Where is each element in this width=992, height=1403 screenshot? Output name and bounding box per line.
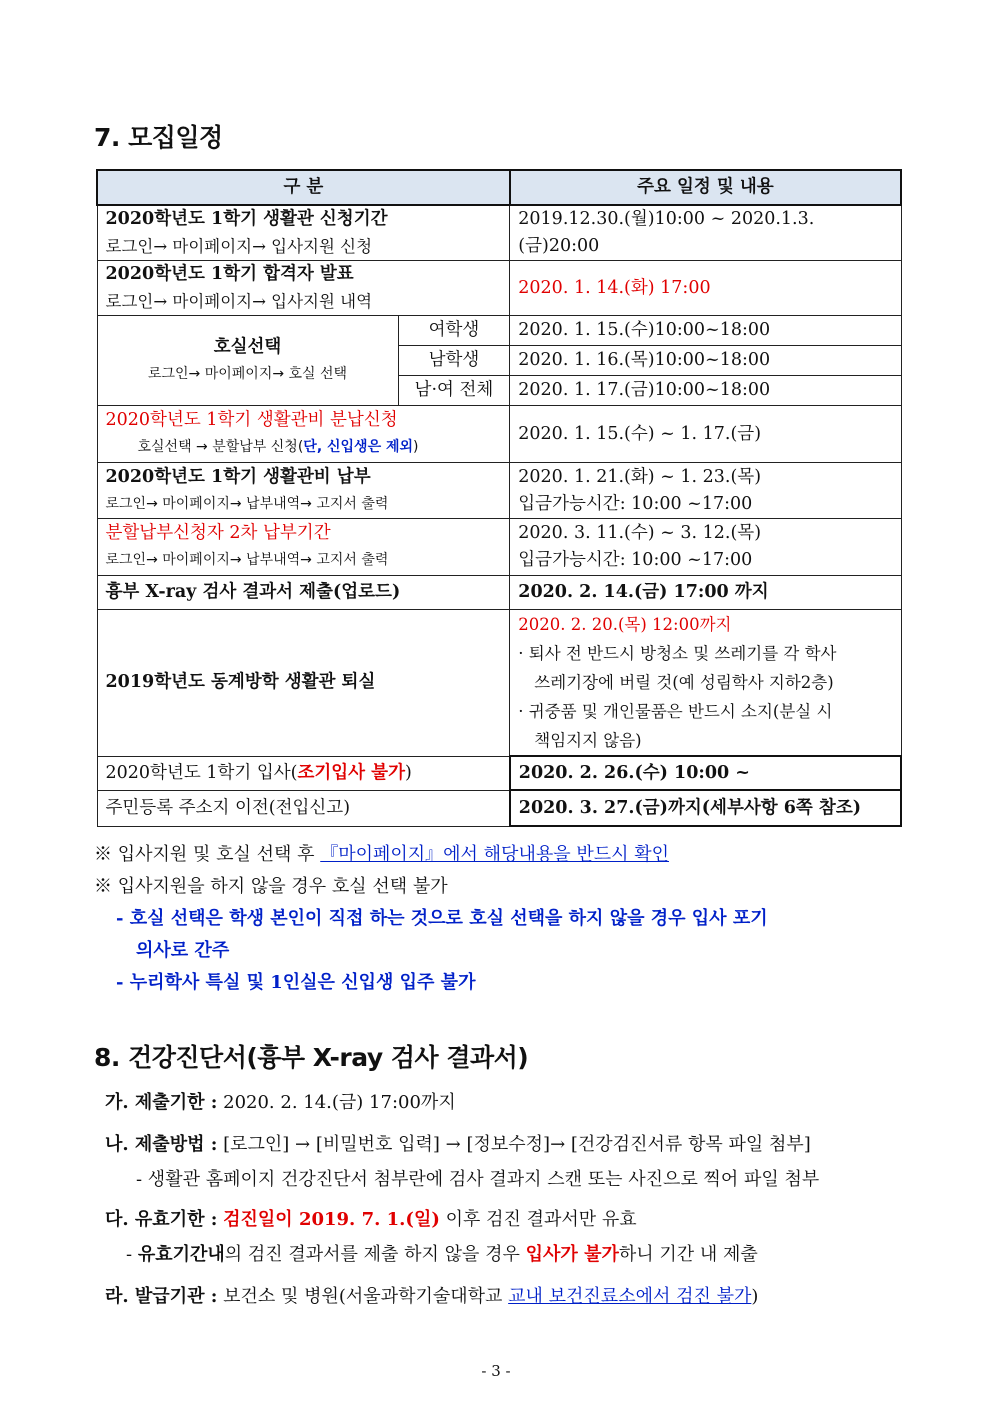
item-c	[105, 1205, 637, 1231]
note-4: - 누리학사 특실 및 1인실은 신입생 입주 불가	[116, 972, 476, 993]
group-label: 남학생	[398, 346, 510, 376]
row-title: 주민등록 주소지 이전(전입신고)	[97, 790, 510, 826]
page-number: - 3 -	[481, 1362, 511, 1380]
item-b-sub: - 생활관 홈페이지 건강진단서 첨부란에 검사 결과지 스캔 또는 사진으로 찍어 파일 첨부	[136, 1169, 820, 1190]
header-schedule: 주요 일정 및 내용	[510, 170, 901, 205]
table-row	[97, 205, 901, 261]
row-value: 2020. 1. 14.(화) 17:00	[510, 261, 901, 316]
row-value: 2020. 1. 16.(목)10:00~18:00	[510, 346, 901, 376]
emphasis: 유효기간내	[137, 1244, 225, 1265]
item-label: 가. 제출기한 :	[105, 1092, 218, 1113]
row-sub: 로그인→ 마이페이지→ 입사지원 내역	[105, 292, 373, 311]
row-sub: 로그인→ 마이페이지→ 납부내역→ 고지서 출력	[105, 495, 389, 512]
row-value: 2020. 2. 26.(수) 10:00 ~	[510, 756, 901, 790]
row-sub-close: )	[413, 439, 419, 455]
item-value: 2020. 2. 14.(금) 17:00까지	[223, 1092, 456, 1113]
table-row	[97, 576, 901, 610]
row-title: 2019학년도 동계방학 생활관 퇴실	[97, 610, 510, 757]
item-label: 다. 유효기한 :	[105, 1209, 218, 1230]
item-value: [로그인] → [비밀번호 입력] → [정보수정]→ [건강검진서류 항목 파일 첨부]	[223, 1134, 811, 1155]
row-value-time: 입금가능시간: 10:00 ~17:00	[518, 550, 753, 570]
row-value: 2020. 1. 21.(화) ~ 1. 23.(목)	[518, 466, 762, 487]
dash: -	[126, 1244, 138, 1265]
row-sub-emphasis: 단, 신입생은 제외	[303, 439, 414, 455]
section-8-title: 8. 건강진단서(흉부 X-ray 검사 결과서)	[94, 1043, 529, 1072]
item-c-sub	[126, 1240, 758, 1266]
row-sub: 호실선택 → 분할납부 신청(	[137, 439, 304, 455]
item-b	[105, 1130, 811, 1156]
row-value: 2020. 2. 14.(금) 17:00 까지	[510, 576, 901, 610]
note-3: - 호실 선택은 학생 본인이 직접 하는 것으로 호실 선택을 하지 않을 경우 입사 포기	[116, 908, 768, 929]
text: 하니 기간 내 제출	[618, 1244, 758, 1265]
mypage-link[interactable]: 『마이페이지』에서 해당내용을 반드시 확인	[320, 844, 669, 865]
item-value: 보건소 및 병원(서울과학기술대학교	[223, 1286, 509, 1307]
clinic-link[interactable]: 교내 보건진료소에서 검진 불가	[508, 1286, 752, 1307]
schedule-table	[96, 169, 902, 827]
section-7-title: 7. 모집일정	[94, 123, 223, 152]
group-label: 남·여 전체	[398, 376, 510, 406]
item-d	[105, 1282, 758, 1308]
table-row	[97, 790, 901, 826]
bullet-line: 책임지지 않음)	[534, 731, 642, 750]
header-category: 구 분	[97, 170, 510, 205]
row-title-emphasis: 조기입사 불가	[297, 762, 405, 783]
table-row	[97, 316, 901, 346]
table-row	[97, 610, 901, 757]
row-sub: 로그인→ 마이페이지→ 납부내역→ 고지서 출력	[105, 552, 389, 568]
row-value: 2020. 3. 27.(금)까지(세부사항 6쪽 참조)	[510, 790, 901, 826]
note-1	[94, 840, 669, 866]
item-value-emphasis: 검진일이 2019. 7. 1.(일)	[223, 1209, 440, 1230]
row-value: 2020. 1. 15.(수) ~ 1. 17.(금)	[510, 406, 901, 463]
table-row	[97, 463, 901, 519]
table-row	[97, 406, 901, 463]
row-value: 2020. 1. 15.(수)10:00~18:00	[510, 316, 901, 346]
row-title: 호실선택	[213, 336, 282, 357]
note-text: ※ 입사지원 및 호실 선택 후	[94, 844, 315, 865]
row-title: 2020학년도 1학기 생활관비 분납신청	[105, 410, 398, 430]
item-label: 나. 제출방법 :	[105, 1134, 218, 1155]
note-3-cont: 의사로 간주	[136, 940, 230, 961]
row-sub: 로그인→ 마이페이지→ 호실 선택	[147, 365, 348, 382]
bullet-line: · 귀중품 및 개인물품은 반드시 소지(분실 시	[518, 702, 833, 721]
row-title: 2020학년도 1학기 입사(	[105, 762, 298, 783]
row-title: 2020학년도 1학기 생활관비 납부	[105, 466, 371, 487]
row-title-close: )	[405, 762, 412, 783]
note-2: ※ 입사지원을 하지 않을 경우 호실 선택 불가	[94, 876, 448, 897]
item-value: 이후 검진 결과서만 유효	[439, 1209, 637, 1230]
row-value: 2020. 1. 17.(금)10:00~18:00	[510, 376, 901, 406]
item-a	[105, 1088, 456, 1114]
item-label: 라. 발급기관 :	[105, 1286, 218, 1307]
row-title: 흉부 X-ray 검사 결과서 제출(업로드)	[97, 576, 510, 610]
row-value: 2020. 3. 11.(수) ~ 3. 12.(목)	[518, 523, 762, 543]
bullet-line: 쓰레기장에 버릴 것(예 성림학사 지하2층)	[534, 673, 834, 692]
group-label: 여학생	[398, 316, 510, 346]
row-value: 2019.12.30.(월)10:00 ~ 2020.1.3.(금)20:00	[510, 205, 901, 261]
row-title: 분할납부신청자 2차 납부기간	[105, 523, 331, 543]
row-title: 2020학년도 1학기 합격자 발표	[105, 264, 354, 284]
row-value-time: 입금가능시간: 10:00 ~17:00	[518, 493, 753, 514]
table-header-row	[97, 170, 901, 205]
row-title: 2020학년도 1학기 생활관 신청기간	[105, 209, 388, 229]
emphasis-red: 입사가 불가	[525, 1244, 619, 1265]
table-row	[97, 261, 901, 316]
bullet-line: · 퇴사 전 반드시 방청소 및 쓰레기를 각 학사	[518, 644, 837, 663]
row-value: 2020. 2. 20.(목) 12:00까지	[518, 615, 732, 634]
text: 의 검진 결과서를 제출 하지 않을 경우	[224, 1244, 526, 1265]
item-value-close: )	[751, 1286, 759, 1307]
table-row	[97, 756, 901, 790]
row-sub: 로그인→ 마이페이지→ 입사지원 신청	[105, 237, 373, 256]
table-row	[97, 519, 901, 576]
